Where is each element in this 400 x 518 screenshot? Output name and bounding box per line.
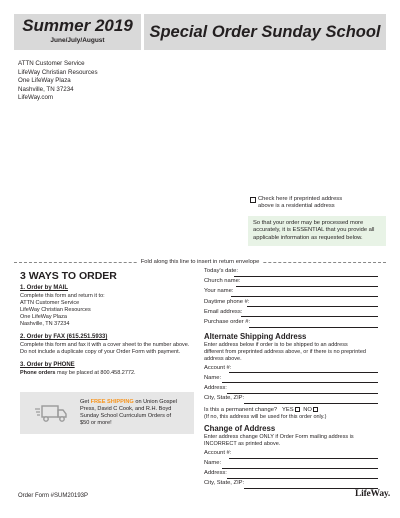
perm-yes-label: YES	[282, 407, 294, 414]
perm-question: Is this a permanent change?	[204, 407, 278, 414]
address-line: Nashville, TN 37234	[18, 85, 74, 93]
mail-section	[20, 285, 200, 328]
alt-city-field[interactable]	[204, 395, 386, 405]
field-label: Daytime phone #:	[204, 298, 250, 305]
mailing-address	[18, 60, 98, 103]
season-months: June/July/August	[50, 37, 105, 44]
alt-name-field[interactable]	[204, 375, 386, 385]
todays-date-field[interactable]	[204, 268, 386, 278]
residential-label: Check here if preprinted address	[258, 196, 343, 202]
email-field[interactable]	[204, 309, 386, 319]
fold-text: Fold along this line to insert in return envelope	[138, 259, 263, 265]
shipping-text	[80, 399, 190, 427]
desc-line: INCORRECT as printed above.	[204, 441, 281, 448]
title-box	[144, 14, 386, 50]
perm-no-label: NO	[303, 407, 312, 414]
desc-line: Enter address change ONLY if Order Form mailing address is	[204, 434, 354, 441]
alt-shipping-desc	[204, 342, 386, 362]
fax-heading: 2. Order by FAX (615.251.5933)	[20, 334, 108, 340]
field-label: Email address:	[204, 308, 243, 315]
alt-address-field[interactable]	[204, 385, 386, 395]
field-label: Today's date:	[204, 268, 238, 274]
desc-line: Enter address below if order is to be shipped to an address	[204, 342, 348, 349]
daytime-phone-field[interactable]	[204, 299, 386, 309]
residential-label: above is a residential address	[258, 203, 335, 210]
fax-line: Complete this form and fax it with a cover sheet to the number above.	[20, 342, 190, 348]
free-shipping-label: FREE SHIPPING	[90, 399, 134, 405]
field-label: Your name:	[204, 288, 234, 295]
phone-bold: Phone orders	[20, 370, 56, 376]
ways-title: 3 WAYS TO ORDER	[20, 270, 117, 282]
fold-line	[14, 258, 386, 266]
field-label: City, State, ZIP:	[204, 480, 245, 487]
permanent-change	[204, 406, 386, 414]
address-line: One LifeWay Plaza	[18, 77, 71, 85]
field-label: Name:	[204, 374, 222, 381]
phone-heading: 3. Order by PHONE	[20, 362, 75, 368]
field-label: Address:	[204, 470, 227, 477]
alt-shipping-heading: Alternate Shipping Address	[204, 332, 307, 342]
mail-line: Complete this form and return it to:	[20, 293, 105, 299]
alt-account-field[interactable]	[204, 365, 386, 375]
mail-line: Nashville, TN 37234	[20, 321, 70, 327]
shipping-rest: on Union Gospel	[133, 399, 178, 405]
perm-note: (If no, this address will be used for this order only.)	[204, 414, 327, 421]
phone-section	[20, 362, 200, 377]
fax-section	[20, 334, 200, 356]
residential-checkbox[interactable]	[250, 197, 256, 203]
shipping-line: Sunday School Curriculum Orders of	[80, 413, 172, 419]
field-label: Account #:	[204, 364, 232, 371]
page-title: Special Order Sunday School	[149, 23, 381, 41]
order-form-number: Order Form #SUM20193P	[18, 493, 89, 499]
mail-heading: 1. Order by MAIL	[20, 285, 69, 291]
mail-line: LifeWay Christian Resources	[20, 307, 91, 313]
change-address-heading: Change of Address	[204, 424, 276, 434]
field-label: Purchase order #:	[204, 318, 251, 325]
notice-line: So that your order may be processed more	[253, 220, 364, 226]
field-label: Name:	[204, 460, 222, 467]
address-line: ATTN Customer Service	[18, 60, 85, 67]
residential-check	[250, 196, 342, 210]
perm-no-checkbox[interactable]	[313, 407, 318, 412]
notice-line: accurately, it is ESSENTIAL that you provide all	[253, 227, 375, 234]
field-label: Address:	[204, 384, 227, 391]
change-address-field[interactable]	[204, 470, 386, 480]
field-label: Church name:	[204, 278, 241, 285]
season-box	[14, 14, 141, 50]
mail-line: ATTN Customer Service	[20, 300, 80, 306]
mail-line: One LifeWay Plaza	[20, 314, 67, 320]
purchase-order-field[interactable]	[204, 319, 386, 329]
desc-line: different from preprinted address above, or if there is no preprinted	[204, 348, 366, 355]
fax-line: Do not include a duplicate copy of your Order Form with payment.	[20, 349, 181, 355]
church-name-field[interactable]	[204, 278, 386, 288]
desc-line: address above.	[204, 355, 242, 362]
accuracy-notice	[248, 216, 386, 246]
change-name-field[interactable]	[204, 460, 386, 470]
shipping-line: Press, David C Cook, and R.H. Boyd	[80, 406, 172, 412]
perm-yes-checkbox[interactable]	[295, 407, 300, 412]
address-line: LifeWay.com	[18, 94, 54, 102]
shipping-get: Get	[80, 399, 91, 405]
order-form	[204, 268, 386, 491]
ways-to-order	[20, 285, 200, 383]
lifeway-logo: LifeWay.	[355, 489, 391, 499]
address-line: LifeWay Christian Resources	[18, 68, 98, 76]
change-account-field[interactable]	[204, 450, 386, 460]
field-label: City, State, ZIP:	[204, 395, 245, 402]
truck-icon	[34, 404, 68, 424]
phone-text: may be placed at 800.458.2772.	[55, 370, 136, 376]
shipping-line: $50 or more!	[80, 420, 112, 426]
field-label: Account #:	[204, 449, 232, 456]
free-shipping-banner	[20, 392, 194, 434]
your-name-field[interactable]	[204, 288, 386, 298]
change-address-desc	[204, 434, 386, 448]
season-title: Summer 2019	[22, 16, 133, 35]
header	[14, 14, 386, 50]
notice-line: applicable information as requested below.	[253, 234, 363, 241]
